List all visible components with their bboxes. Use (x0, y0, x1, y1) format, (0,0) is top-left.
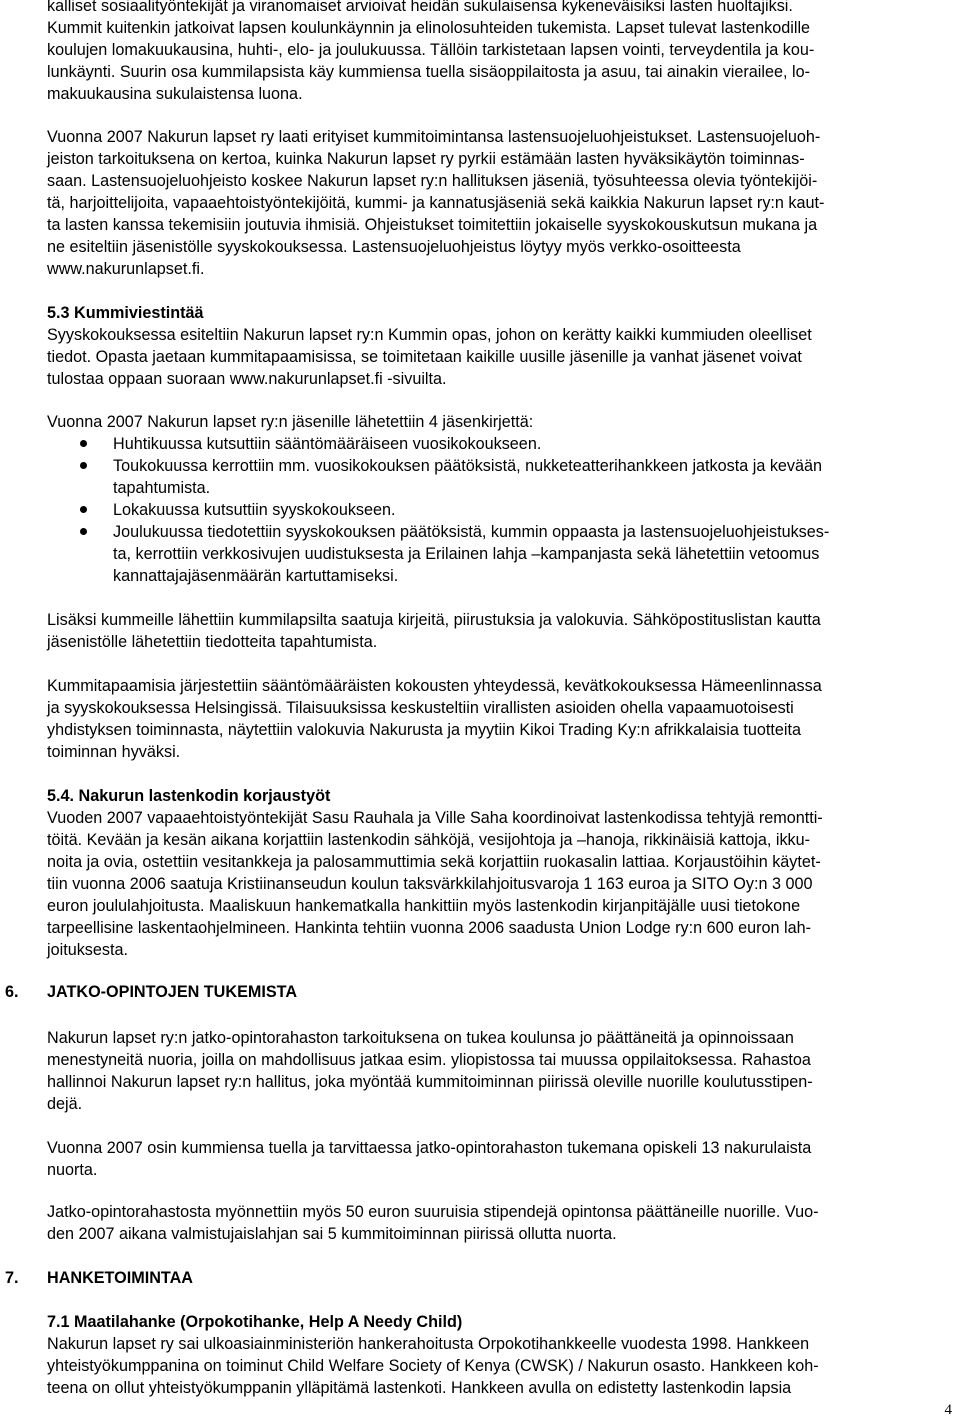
text-line: nuorta. (47, 1161, 98, 1179)
text-line: tiedot. Opasta jaetaan kummitapaamisissa, se toimitetaan kaikille uusille jäsenille ja vanhat jäsenet voivat (47, 348, 802, 366)
list-item: Toukokuussa kerrottiin mm. vuosikokouksen päätöksistä, nukketeatterihankkeen jatkosta ja kevään (113, 457, 823, 475)
text-line: tarpeellisine laskentaohjelmineen. Hankinta tehtiin vuonna 2006 saadusta Union Lodge ry:n 600 euron lah- (47, 919, 812, 937)
text-line: Jatko-opintorahastosta myönnettiin myös 50 euron suuruisia stipendejä opintonsa päättäneille nuorille. Vuo- (47, 1203, 819, 1221)
text-line: Vuoden 2007 vapaaehtoistyöntekijät Sasu Rauhala ja Ville Saha koordinoivat lastenkodissa tehtyjä remontti- (47, 809, 823, 827)
text-line: Vuonna 2007 osin kummiensa tuella ja tarvittaessa jatko-opintorahaston tukemana opiskeli 13 nakurulaista (47, 1139, 812, 1157)
bullet-icon (80, 440, 87, 447)
list-item: Lokakuussa kutsuttiin syyskokoukseen. (113, 501, 396, 519)
text-line: tulostaa oppaan suoraan www.nakurunlapset.fi -sivuilta. (47, 370, 447, 388)
text-line: noita ja ovia, ostettiin vesitankkeja ja palosammuttimia sekä korjattiin ruokasalin lattiaa. Korjaustöihin käytet- (47, 853, 821, 871)
text-line: Lisäksi kummeille lähettiin kummilapsilta saatuja kirjeitä, piirustuksia ja valokuvia. Sähköpostituslistan kautta (47, 611, 821, 629)
text-line: ja syyskokouksessa Helsingissä. Tilaisuuksissa keskusteltiin virallisten asioiden ohella vapaamuotoisesti (47, 699, 794, 717)
text-line: yhteistyökumppanina on toiminut Child Welfare Society of Kenya (CWSK) / Nakurun osasto. Hankkeen koh- (47, 1357, 819, 1375)
section-heading: 5.4. Nakurun lastenkodin korjaustyöt (47, 787, 331, 805)
text-line: Vuonna 2007 Nakurun lapset ry:n jäsenille lähetettiin 4 jäsenkirjettä: (47, 413, 534, 431)
text-line: den 2007 aikana valmistujaislahjan sai 5 kummitoiminnan piirissä ollutta nuorta. (47, 1225, 617, 1243)
text-line: lunkäynti. Suurin osa kummilapsista käy kummiensa tuella sisäoppilaitosta ja asuu, tai ainakin vierailee, lo- (47, 63, 810, 81)
text-line: Vuonna 2007 Nakurun lapset ry laati erityiset kummitoimintansa lastensuojeluohjeistukset. Lastensuojeluoh- (47, 128, 821, 146)
text-line: tä, harjoittelijoita, vapaaehtoistyöntekijöitä, kummi- ja kannatusjäseniä sekä kaikkia Nakurun lapset ry:n kaut- (47, 194, 825, 212)
bullet-icon (80, 462, 87, 469)
text-line: kalliset sosiaalityöntekijät ja viranomaiset arvioivat heidän sukulaisensa kykeneväisiksi lasten huoltajiksi. (47, 0, 793, 15)
chapter-heading: JATKO-OPINTOJEN TUKEMISTA (47, 983, 298, 1001)
text-line: Nakurun lapset ry sai ulkoasiainministeriön hankerahoitusta Orpokotihankkeelle vuodesta 1998. Hankkeen (47, 1335, 810, 1353)
text-line: menestyneitä nuoria, joilla on mahdollisuus jatkaa esim. yliopistossa tai muussa oppilaitoksessa. Rahastoa (47, 1051, 811, 1069)
section-heading: 5.3 Kummiviestintää (47, 304, 204, 322)
text-line: koulujen lomakuukausina, huhti-, elo- ja joulukuussa. Tällöin tarkistetaan lapsen vointi, terveydentila ja kou- (47, 41, 815, 59)
page-number: 4 (944, 1402, 952, 1418)
bullet-icon (80, 506, 87, 513)
text-line: jäsenistölle lähetettiin tiedotteita tapahtumista. (47, 633, 378, 651)
text-line: joituksesta. (47, 941, 128, 959)
section-heading: 7.1 Maatilahanke (Orpokotihanke, Help A Needy Child) (47, 1313, 463, 1331)
text-line: dejä. (47, 1095, 83, 1113)
text-line: töitä. Kevään ja kesän aikana korjattiin lastenkodin sähköjä, vesijohtoja ja –hanoja, rikkinäisiä kattoja, ikku- (47, 831, 811, 849)
text-line: Nakurun lapset ry:n jatko-opintorahaston tarkoituksena on tukea koulunsa jo päättäneitä ja opinnoissaan (47, 1029, 794, 1047)
text-line: euron joululahjoitusta. Maaliskuun hankematkalla hankittiin myös lastenkodin kirjanpitäjälle uusi tietokone (47, 897, 801, 915)
list-item: Huhtikuussa kutsuttiin sääntömääräiseen vuosikokoukseen. (113, 435, 542, 453)
text-line: ta lasten kanssa tekemisiin joutuvia ihmisiä. Ohjeistukset toimitettiin jokaiselle syyskokouskutsun mukana ja (47, 216, 818, 234)
text-line: yhdistyksen toiminnasta, näytettiin valokuvia Nakurusta ja myytiin Kikoi Trading Ky:n afrikkalaisia tuotteita (47, 721, 801, 739)
chapter-number: 7. (5, 1269, 19, 1287)
text-line: tiin vuonna 2006 saatuja Kristiinanseudun koulun taksvärkkilahjoitusvaroja 1 163 euroa ja SITO Oy:n 3 000 (47, 875, 813, 893)
text-line: www.nakurunlapset.fi. (47, 260, 205, 278)
text-line: saan. Lastensuojeluohjeisto koskee Nakurun lapset ry:n hallituksen jäseniä, työsuhteessa olevia työntekijöi- (47, 172, 818, 190)
text-line: jeiston tarkoituksena on kertoa, kuinka Nakurun lapset ry pyrkii estämään lasten hyväksikäytön toiminnas- (47, 150, 805, 168)
text-line: Syyskokouksessa esiteltiin Nakurun lapset ry:n Kummin opas, johon on kerätty kaikki kummiuden oleelliset (47, 326, 812, 344)
bullet-icon (80, 528, 87, 535)
text-line: hallinnoi Nakurun lapset ry:n hallitus, joka myöntää kummitoiminnan piirissä oleville nuorille koulutusstipen- (47, 1073, 813, 1091)
text-line: teena on ollut yhteistyökumppanin ylläpitämä lastenkoti. Hankkeen avulla on edistetty lastenkodin lapsia (47, 1379, 792, 1397)
text-line: ne esiteltiin jäsenistölle syyskokouksessa. Lastensuojeluohjeistus löytyy myös verkko-osoitteesta (47, 238, 741, 256)
list-item: tapahtumista. (113, 479, 211, 497)
list-item: Joulukuussa tiedotettiin syyskokouksen päätöksistä, kummin oppaasta ja lastensuojeluohjeistukses- (113, 523, 830, 541)
list-item: kannattajajäsenmäärän kartuttamiseksi. (113, 567, 399, 585)
list-item: ta, kerrottiin verkkosivujen uudistuksesta ja Erilainen lahja –kampanjasta sekä lähetettiin vetoomus (113, 545, 820, 563)
text-line: Kummitapaamisia järjestettiin sääntömääräisten kokousten yhteydessä, kevätkokouksessa Hämeenlinnassa (47, 677, 822, 695)
text-line: toiminnan hyväksi. (47, 743, 181, 761)
chapter-heading: HANKETOIMINTAA (47, 1269, 193, 1287)
text-line: Kummit kuitenkin jatkoivat lapsen koulunkäynnin ja elinolosuhteiden tukemista. Lapset tulevat lastenkodille (47, 19, 811, 37)
text-line: makuukausina sukulaistensa luona. (47, 85, 303, 103)
chapter-number: 6. (5, 983, 19, 1001)
